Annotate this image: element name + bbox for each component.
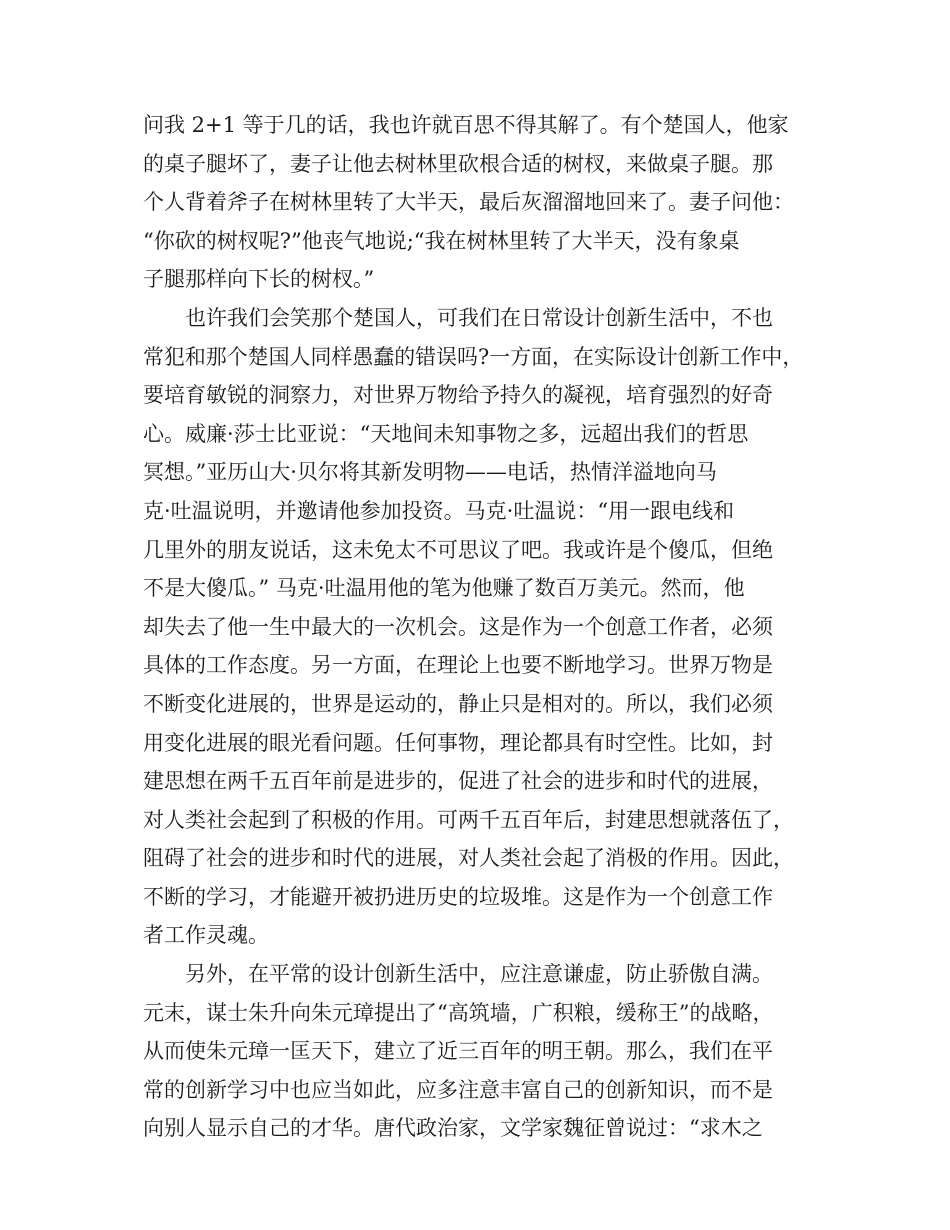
text-line: 对人类社会起到了积极的作用。可两千五百年后，封建思想就落伍了，: [143, 807, 794, 832]
text-line: 不是大傻瓜。” 马克·吐温用他的笔为他赚了数百万美元。然而，他: [143, 576, 745, 601]
text-line: “你砍的树杈呢?”他丧气地说;“我在树林里转了大半天，没有象桌: [143, 228, 740, 253]
text-line: 冥想。”亚历山大·贝尔将其新发明物——电话，热情洋溢地向马: [143, 460, 717, 485]
text-line: 向别人显示自己的才华。唐代政治家，文学家魏征曾说过：“求木之: [143, 1116, 763, 1141]
text-line: 常的创新学习中也应当如此，应多注意丰富自己的创新知识，而不是: [143, 1077, 773, 1102]
text-line: 阻碍了社会的进步和时代的进展，对人类社会起了消极的作用。因此，: [143, 846, 794, 871]
text-line: 个人背着斧子在树林里转了大半天，最后灰溜溜地回来了。妻子问他：: [143, 190, 794, 215]
text-line: 常犯和那个楚国人同样愚蠢的错误吗?一方面，在实际设计创新工作中，: [143, 344, 804, 369]
text-line: 元末，谋士朱升向朱元璋提出了“高筑墙，广积粮，缓称王”的战略，: [143, 1000, 774, 1025]
text-line: 问我 2+1 等于几的话，我也许就百思不得其解了。有个楚国人，他家: [143, 113, 789, 137]
text-line: 几里外的朋友说话，这未免太不可思议了吧。我或许是个傻瓜，但绝: [143, 537, 773, 562]
text-line: 从而使朱元璋一匡天下，建立了近三百年的明王朝。那么，我们在平: [143, 1039, 773, 1064]
text-line: 建思想在两千五百年前是进步的，促进了社会的进步和时代的进展，: [143, 769, 773, 794]
text-line: 不断的学习，才能避开被扔进历史的垃圾堆。这是作为一个创意工作: [143, 884, 773, 909]
text-line: 克·吐温说明，并邀请他参加投资。马克·吐温说：“用一跟电线和: [143, 498, 735, 523]
text-line: 具体的工作态度。另一方面，在理论上也要不断地学习。世界万物是: [143, 653, 773, 678]
text-line: 心。威廉·莎士比亚说：“天地间未知事物之多，远超出我们的哲思: [143, 421, 749, 446]
text-line: 却失去了他一生中最大的一次机会。这是作为一个创意工作者，必须: [143, 614, 773, 639]
text-line: 子腿那样向下长的树杈。”: [143, 267, 375, 292]
text-line: 另外，在平常的设计创新生活中，应注意谦虚，防止骄傲自满。: [185, 962, 773, 987]
text-line: 也许我们会笑那个楚国人，可我们在日常设计创新生活中，不也: [185, 305, 773, 330]
body-text: [143, 106, 803, 1148]
text-line: 要培育敏锐的洞察力，对世界万物给予持久的凝视，培育强烈的好奇: [143, 383, 773, 408]
text-line: 的桌子腿坏了，妻子让他去树林里砍根合适的树杈，来做桌子腿。那: [143, 151, 773, 176]
text-line: 者工作灵魂。: [143, 923, 269, 948]
text-line: 不断变化进展的，世界是运动的，静止只是相对的。所以，我们必须: [143, 691, 773, 716]
text-line: 用变化进展的眼光看问题。任何事物，理论都具有时空性。比如，封: [143, 730, 773, 755]
